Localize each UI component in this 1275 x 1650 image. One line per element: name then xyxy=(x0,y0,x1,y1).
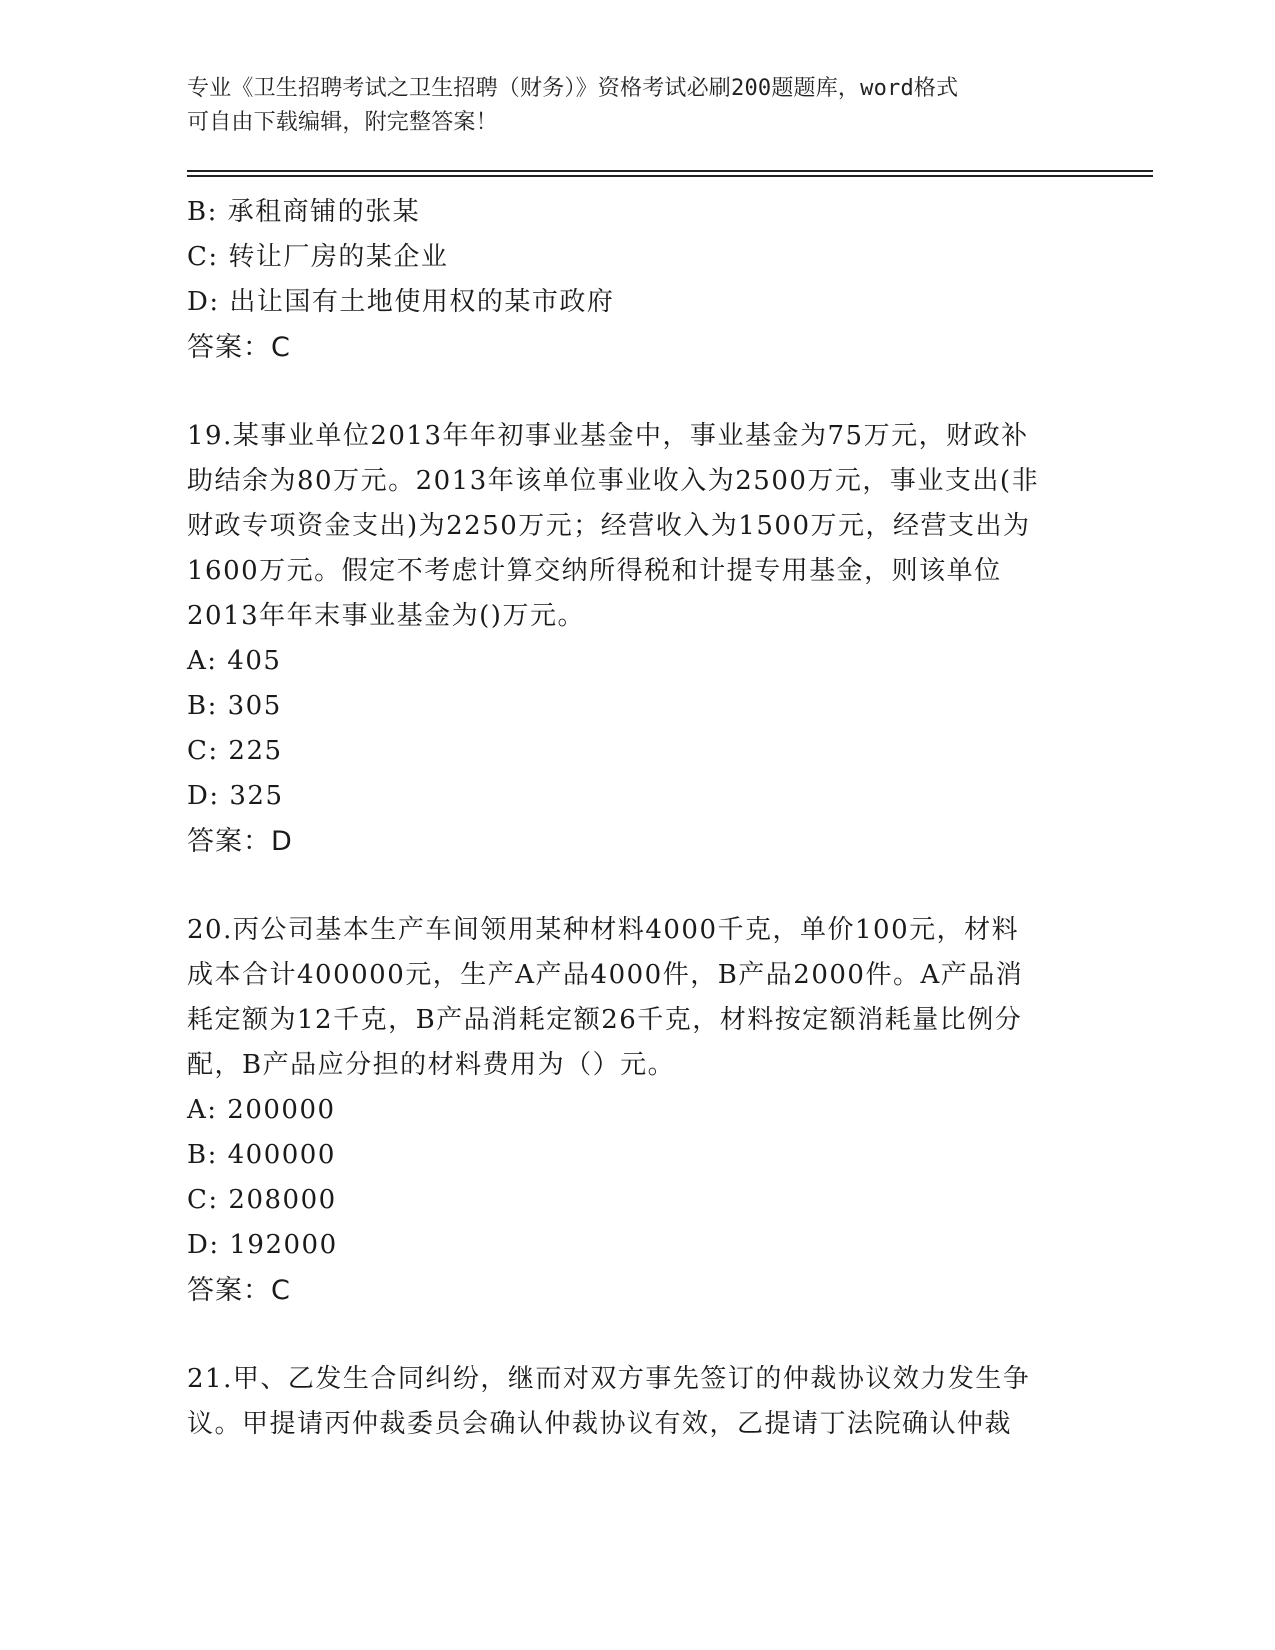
question-text-line: 财政专项资金支出)为2250万元；经营收入为1500万元，经营支出为 xyxy=(187,511,1031,541)
header-line-1: 专业《卫生招聘考试之卫生招聘（财务）》资格考试必刷200题题库，word格式 xyxy=(187,76,959,101)
answer-label: 答案：C xyxy=(187,332,291,363)
question-text-line: 1600万元。假定不考虑计算交纳所得税和计提专用基金，则该单位 xyxy=(187,556,1002,586)
answer-label: 答案：C xyxy=(187,1275,291,1306)
header-line-2: 可自由下载编辑，附完整答案！ xyxy=(187,110,498,135)
option-c: C: 225 xyxy=(187,736,283,766)
document-header xyxy=(187,72,1087,140)
question-text-line: 议。甲提请丙仲裁委员会确认仲裁协议有效，乙提请丁法院确认仲裁 xyxy=(187,1409,1013,1439)
option-b: B: 305 xyxy=(187,691,282,721)
question-21 xyxy=(187,1357,1087,1447)
option-a: A: 200000 xyxy=(187,1095,336,1125)
option-c: C: 208000 xyxy=(187,1185,337,1215)
question-text-line: 耗定额为12千克，B产品消耗定额26千克，材料按定额消耗量比例分 xyxy=(187,1005,1023,1035)
question-text-line: 成本合计400000元，生产A产品4000件，B产品2000件。A产品消 xyxy=(187,960,1024,990)
question-text-line: 19.某事业单位2013年年初事业基金中，事业基金为75万元，财政补 xyxy=(187,421,1029,451)
option-a: A: 405 xyxy=(187,646,282,676)
question-20 xyxy=(187,908,1087,1313)
question-text-line: 助结余为80万元。2013年该单位事业收入为2500万元，事业支出(非 xyxy=(187,466,1040,496)
header-rule-top xyxy=(187,170,1153,172)
header-rule-bottom xyxy=(187,175,1153,177)
option-d: D: 192000 xyxy=(187,1230,338,1260)
option-b: B: 承租商铺的张某 xyxy=(187,197,421,227)
answer-label: 答案：D xyxy=(187,826,293,857)
option-d: D: 出让国有土地使用权的某市政府 xyxy=(187,287,615,317)
question-18-tail xyxy=(187,190,1087,370)
document-body xyxy=(187,190,1087,1447)
option-b: B: 400000 xyxy=(187,1140,336,1170)
option-d: D: 325 xyxy=(187,781,284,811)
question-19 xyxy=(187,414,1087,864)
question-text-line: 2013年年末事业基金为()万元。 xyxy=(187,601,585,631)
option-c: C: 转让厂房的某企业 xyxy=(187,242,449,272)
question-text-line: 配，B产品应分担的材料费用为（）元。 xyxy=(187,1050,676,1080)
question-text-line: 21.甲、乙发生合同纠纷，继而对双方事先签订的仲裁协议效力发生争 xyxy=(187,1364,1031,1394)
question-text-line: 20.丙公司基本生产车间领用某种材料4000千克，单价100元，材料 xyxy=(187,915,1020,945)
